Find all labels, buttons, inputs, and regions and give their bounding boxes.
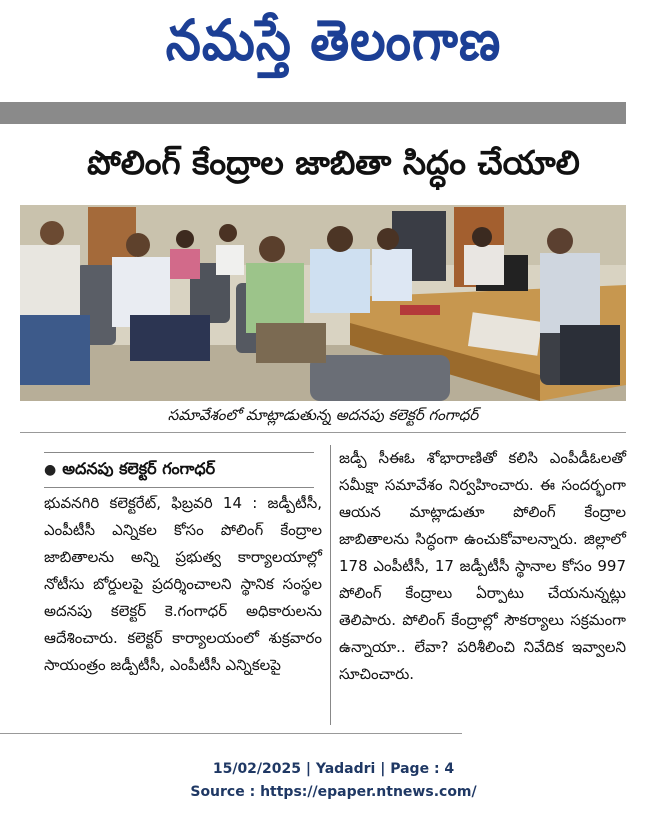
masthead bbox=[0, 0, 667, 95]
byline-text: అదనపు కలెక్టర్ గంగాధర్ bbox=[62, 458, 216, 478]
photo-caption bbox=[20, 402, 626, 433]
bullet-icon: ● bbox=[44, 462, 57, 478]
article-headline: పోలింగ్ కేంద్రాల జాబితా సిద్ధం చేయాలి bbox=[87, 142, 580, 182]
column-divider bbox=[330, 445, 331, 725]
byline bbox=[44, 452, 314, 488]
footer-source: Source : https://epaper.ntnews.com/ bbox=[190, 784, 477, 800]
header-rule-bar bbox=[0, 102, 626, 124]
article-body-right: జడ్పీ సీఈఓ శోభారాణితో కలిసి ఎంపీడీఓలతో సమీక్షా సమావేశం నిర్వహించారు. ఈ సందర్భంగా ఆయన మాట్లాడుతూ పోలింగ్ కేంద్రాల జాబితాలను సిద్ధంగా ఉంచుకోవాలన్నారు. జిల్లాలో 178 ఎంపీటీసీ, 17 జడ్పీటీసీ స్థానాల కోసం 997 పోలింగ్ కేంద్రాలు ఏర్పాటు చేయనున్నట్లు తెలిపారు. పోలింగ్ కేంద్రాల్లో సౌకర్యాలు సక్రమంగా ఉన్నాయా.. లేవా? పరిశీలించి నివేదిక ఇవ్వాలని సూచించారు. bbox=[339, 449, 631, 683]
footer-edition-info: 15/02/2025 | Yadadri | Page : 4 bbox=[212, 761, 455, 777]
article-body-left: భువనగిరి కలెక్టరేట్, ఫిబ్రవరి 14 : జడ్పీటీసీ, ఎంపీటీసీ ఎన్నికల కోసం పోలింగ్ కేంద్రాల జాబితాలను అన్ని ప్రభుత్వ కార్యాలయాల్లో నోటీసు బోర్డులపై ప్రదర్శించాలని స్థానిక సంస్థల అదనపు కలెక్టర్ కె.గంగాధర్ అధికారులను ఆదేశించారు. కలెక్టర్ కార్యాలయంలో శుక్రవారం సాయంత్రం జడ్పీటీసీ, ఎంపీటీసీ ఎన్నికలపై bbox=[44, 494, 327, 674]
meeting-photo-image bbox=[20, 205, 626, 401]
newspaper-title: నమస్తే తెలంగాణ bbox=[165, 7, 502, 73]
headline-block bbox=[0, 136, 667, 196]
photo-caption-text: సమావేశంలో మాట్లాడుతున్న అదనపు కలెక్టర్ గంగాధర్ bbox=[167, 406, 479, 424]
meeting-photo bbox=[20, 205, 626, 401]
article-bottom-rule bbox=[0, 733, 462, 734]
